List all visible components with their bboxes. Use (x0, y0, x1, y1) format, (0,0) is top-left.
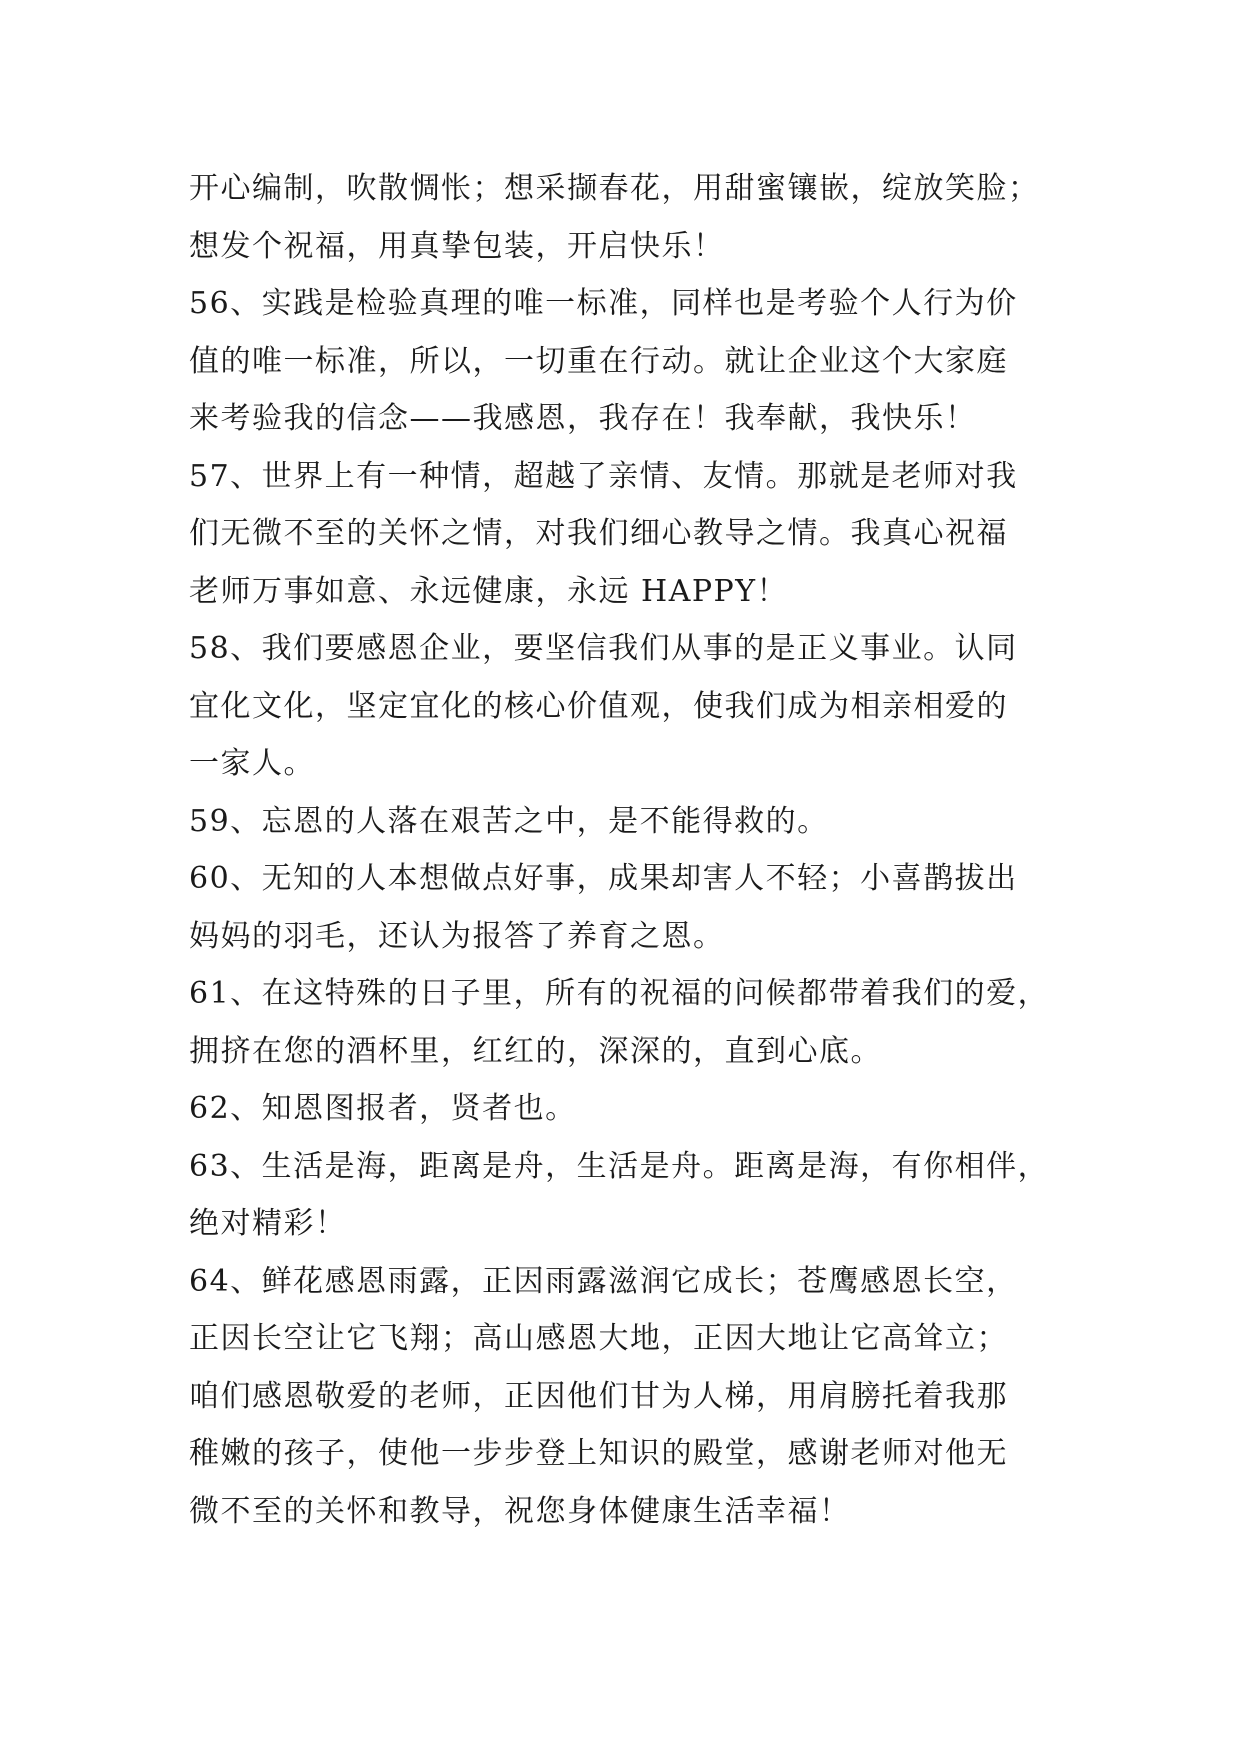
text-line: 宜化文化，坚定宜化的核心价值观，使我们成为相亲相爱的 (189, 688, 1008, 724)
text-line: 绝对精彩！ (189, 1206, 347, 1241)
document-body (189, 160, 1059, 1540)
text-line: 64、鲜花感恩雨露，正因雨露滋润它成长；苍鹰感恩长空， (189, 1263, 1018, 1299)
text-line: 妈妈的羽毛，还认为报答了养育之恩。 (189, 918, 725, 954)
text-line: 来考验我的信念——我感恩，我存在！我奉献，我快乐！ (189, 401, 977, 436)
text-line: 59、忘恩的人落在艰苦之中，是不能得救的。 (189, 803, 829, 839)
text-line: 拥挤在您的酒杯里，红红的，深深的，直到心底。 (189, 1033, 882, 1069)
text-line: 56、实践是检验真理的唯一标准，同样也是考验个人行为价 (189, 286, 1018, 321)
text-line: 一家人。 (189, 746, 315, 781)
text-line: 63、生活是海，距离是舟，生活是舟。距离是海，有你相伴， (189, 1148, 1050, 1184)
text-line: 61、在这特殊的日子里，所有的祝福的问候都带着我们的爱， (189, 976, 1050, 1011)
text-line: 正因长空让它飞翔；高山感恩大地，正因大地让它高耸立； (189, 1321, 1008, 1356)
text-line: 咱们感恩敬爱的老师，正因他们甘为人梯，用肩膀托着我那 (189, 1378, 1008, 1414)
text-line: 想发个祝福，用真挚包装，开启快乐！ (189, 228, 725, 264)
text-line: 微不至的关怀和教导，祝您身体健康生活幸福！ (189, 1493, 851, 1529)
text-line: 稚嫩的孩子，使他一步步登上知识的殿堂，感谢老师对他无 (189, 1436, 1008, 1471)
text-line: 58、我们要感恩企业，要坚信我们从事的是正义事业。认同 (189, 631, 1018, 666)
text-line: 57、世界上有一种情，超越了亲情、友情。那就是老师对我 (189, 458, 1018, 494)
text-line: 开心编制，吹散惆怅；想采撷春花，用甜蜜镶嵌，绽放笑脸； (189, 171, 1040, 206)
text-line: 们无微不至的关怀之情，对我们细心教导之情。我真心祝福 (189, 516, 1008, 551)
text-line: 60、无知的人本想做点好事，成果却害人不轻；小喜鹊拔出 (189, 861, 1018, 896)
text-line: 老师万事如意、永远健康，永远 HAPPY！ (189, 573, 789, 609)
text-line: 62、知恩图报者，贤者也。 (189, 1091, 577, 1126)
text-line: 值的唯一标准，所以，一切重在行动。就让企业这个大家庭 (189, 343, 1008, 379)
